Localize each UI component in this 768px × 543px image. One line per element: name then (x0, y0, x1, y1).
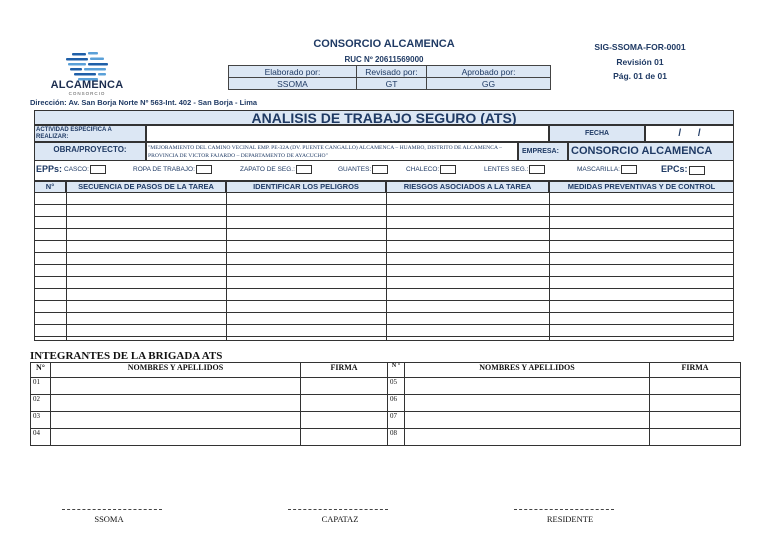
epcs-label: EPCs: (661, 164, 688, 174)
table-row[interactable] (34, 289, 734, 301)
epp-mascarilla-checkbox[interactable] (621, 165, 637, 174)
brigade-col-names-2: NOMBRES Y APELLIDOS (405, 363, 650, 378)
epp-lentes-label: LENTES SEG.: (484, 166, 529, 174)
table-row[interactable] (34, 205, 734, 217)
document-code: SIG-SSOMA-FOR-0001 (594, 42, 686, 52)
company-name: CONSORCIO ALCAMENCA (313, 38, 455, 50)
epcs-checkbox[interactable] (689, 166, 705, 175)
brigade-number: 03 (31, 412, 51, 429)
column-divider (386, 193, 387, 341)
table-row[interactable] (34, 277, 734, 289)
ruc-number: RUC Nº 20611569000 (344, 55, 424, 64)
brigade-name-field[interactable] (51, 378, 301, 395)
brigade-name-field[interactable] (405, 429, 650, 446)
table-row[interactable] (34, 217, 734, 229)
brigade-signature-field[interactable] (301, 378, 388, 395)
epp-chaleco-label: CHALECO: (406, 166, 440, 174)
brigade-number: 07 (388, 412, 405, 429)
epp-ropa-checkbox[interactable] (196, 165, 212, 174)
aprobado-value: GG (427, 78, 551, 90)
brigade-number: 01 (31, 378, 51, 395)
table-row[interactable] (34, 313, 734, 325)
epp-ropa-label: ROPA DE TRABAJO: (133, 166, 195, 174)
table-row[interactable] (34, 301, 734, 313)
revision: Revisión 01 (616, 57, 664, 67)
brigade-name-field[interactable] (51, 429, 301, 446)
table-row[interactable] (34, 253, 734, 265)
col-header-steps: SECUENCIA DE PASOS DE LA TAREA (66, 181, 226, 193)
brigade-signature-field[interactable] (650, 395, 741, 412)
col-header-risks: RIESGOS ASOCIADOS A LA TAREA (386, 181, 549, 193)
table-row[interactable] (34, 229, 734, 241)
empresa-label: EMPRESA: (518, 142, 568, 161)
brigade-number: 02 (31, 395, 51, 412)
epp-guantes-label: GUANTES: (338, 166, 372, 174)
signature-line-ssoma[interactable] (62, 509, 162, 510)
logo-name: ALCAMENCA (50, 79, 124, 91)
epp-zapato-label: ZAPATO DE SEG.: (240, 166, 295, 174)
brigade-col-signature-2: FIRMA (650, 363, 741, 378)
brigade-name-field[interactable] (51, 395, 301, 412)
col-header-number: N° (34, 181, 66, 193)
epps-label: EPPs: (36, 164, 63, 174)
signature-label-ssoma: SSOMA (94, 514, 124, 524)
table-row[interactable] (34, 241, 734, 253)
brigade-col-number: N° (31, 363, 51, 378)
obra-value: "MEJORAMIENTO DEL CAMINO VECINAL EMP. PE-32A (DV. PUENTE CANGALLO) ALCAMENCA – HUAMBO, DISTRITO DE ALCAMENCA – PROVINCIA DE VICTOR FAJARDO – DEPARTAMENTO DE AYACUCHO" (146, 142, 518, 161)
brigade-name-field[interactable] (405, 412, 650, 429)
signature-line-residente[interactable] (514, 509, 614, 510)
actividad-field[interactable] (146, 125, 549, 142)
brigade-name-field[interactable] (51, 412, 301, 429)
fecha-label: FECHA (549, 125, 645, 142)
brigade-signature-field[interactable] (650, 412, 741, 429)
revisado-value: GT (357, 78, 427, 90)
brigade-table (30, 362, 741, 446)
fecha-field[interactable]: / / (645, 125, 734, 142)
brigade-name-field[interactable] (405, 378, 650, 395)
empresa-value: CONSORCIO ALCAMENCA (568, 142, 734, 161)
col-header-controls: MEDIDAS PREVENTIVAS Y DE CONTROL (549, 181, 734, 193)
brigade-number: 05 (388, 378, 405, 395)
brigade-signature-field[interactable] (301, 429, 388, 446)
column-divider (66, 193, 67, 341)
address: Dirección: Av. San Borja Norte Nº 563-Int. 402 - San Borja - Lima (30, 98, 258, 107)
brigade-col-number-2: N ° (388, 363, 405, 378)
logo-subtitle: CONSORCIO (68, 91, 106, 96)
elaborado-label: Elaborado por: (229, 66, 357, 78)
signature-label-residente: RESIDENTE (546, 514, 594, 524)
brigade-signature-field[interactable] (650, 378, 741, 395)
table-row[interactable] (34, 193, 734, 205)
table-row[interactable] (34, 265, 734, 277)
brigade-number: 06 (388, 395, 405, 412)
epp-chaleco-checkbox[interactable] (440, 165, 456, 174)
col-header-hazards: IDENTIFICAR LOS PELIGROS (226, 181, 386, 193)
epp-zapato-checkbox[interactable] (296, 165, 312, 174)
revisado-label: Revisado por: (357, 66, 427, 78)
brigade-col-names: NOMBRES Y APELLIDOS (51, 363, 301, 378)
approval-table (228, 65, 551, 90)
obra-label: OBRA/PROYECTO: (34, 142, 146, 161)
signature-label-capataz: CAPATAZ (321, 514, 359, 524)
actividad-label: ACTIVIDAD ESPECIFICA A REALIZAR: (34, 125, 146, 142)
brigade-col-signature: FIRMA (301, 363, 388, 378)
brigade-signature-field[interactable] (301, 412, 388, 429)
form-title: ANALISIS DE TRABAJO SEGURO (ATS) (34, 110, 734, 125)
epp-lentes-checkbox[interactable] (529, 165, 545, 174)
brigade-number: 04 (31, 429, 51, 446)
epp-mascarilla-label: MASCARILLA: (577, 166, 620, 174)
brigade-signature-field[interactable] (650, 429, 741, 446)
brigade-number: 08 (388, 429, 405, 446)
epp-casco-label: CASCO: (64, 166, 89, 174)
column-divider (549, 193, 550, 341)
brigade-title: INTEGRANTES DE LA BRIGADA ATS (30, 350, 223, 362)
brigade-name-field[interactable] (405, 395, 650, 412)
epp-guantes-checkbox[interactable] (372, 165, 388, 174)
epp-casco-checkbox[interactable] (90, 165, 106, 174)
table-row[interactable] (34, 325, 734, 337)
elaborado-value: SSOMA (229, 78, 357, 90)
page-number: Pág. 01 de 01 (613, 71, 667, 81)
column-divider (226, 193, 227, 341)
brigade-signature-field[interactable] (301, 395, 388, 412)
aprobado-label: Aprobado por: (427, 66, 551, 78)
signature-line-capataz[interactable] (288, 509, 388, 510)
